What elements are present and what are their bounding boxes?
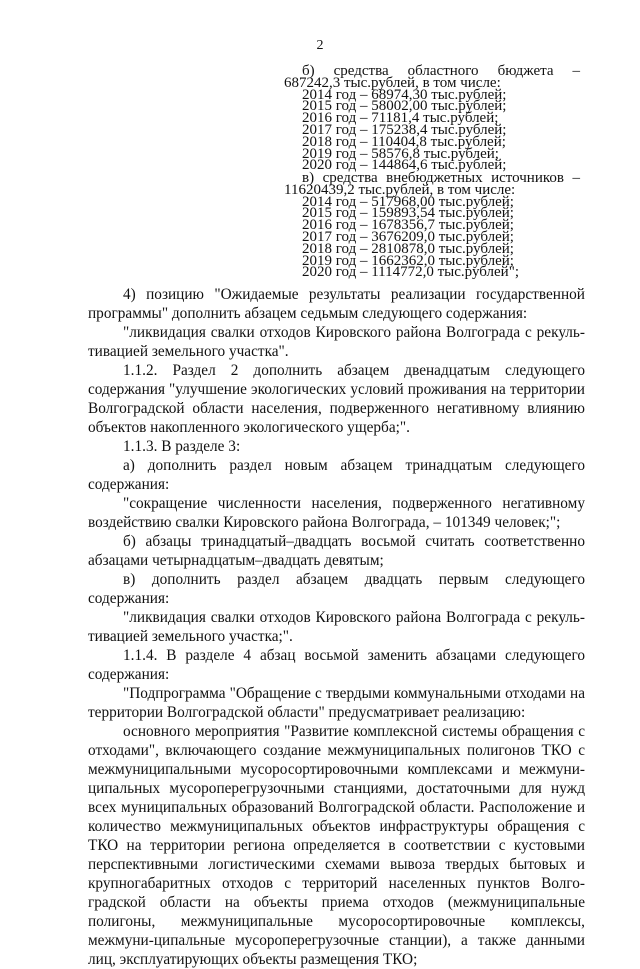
extrabudgetary-heading: в) средства внебюджетных источников – bbox=[302, 170, 580, 186]
extrabudgetary-year-line: 2020 год – 1114772,0 тыс.рублей"; bbox=[302, 264, 519, 281]
paragraph: б) абзацы тринадцатый–двадцать восьмой считать соответственно абзацами четырнадцатым–двадцать девятым; bbox=[88, 533, 585, 569]
paragraph: 1.1.3. В разделе 3: bbox=[123, 438, 241, 455]
document-body bbox=[88, 285, 585, 969]
paragraph: 1.1.4. В разделе 4 абзац восьмой заменить абзацами следующего содержания: bbox=[88, 647, 585, 683]
extrabudgetary-total: 11620439,2 тыс.рублей, в том числе: bbox=[284, 181, 516, 198]
regional-year-line: 2015 год – 58002,00 тыс.рублей; bbox=[302, 98, 507, 115]
extrabudgetary-block bbox=[284, 170, 580, 281]
regional-year-line: 2020 год – 144864,6 тыс.рублей; bbox=[302, 157, 507, 174]
extrabudgetary-year-line: 2019 год – 1662362,0 тыс.рублей; bbox=[302, 252, 514, 269]
regional-year-line: 2014 год – 68974,30 тыс.рублей; bbox=[302, 86, 507, 103]
regional-budget-block bbox=[284, 63, 580, 174]
regional-year-line: 2018 год – 110404,8 тыс.рублей; bbox=[302, 133, 506, 150]
paragraph: "Подпрограмма "Обращение с твердыми коммунальными отходами на территории Волгоградской области" предусматривает реализацию: bbox=[88, 685, 585, 721]
paragraph: 1.1.2. Раздел 2 дополнить абзацем двенадцатым следующего содержания "улучшение экологических условий проживания на территории Волгоградской области населения, подверженного негативному влиянию объектов накопленного экологического ущерба;". bbox=[88, 362, 585, 436]
paragraph: основного мероприятия "Развитие комплексной системы обращения с отходами", включающего создание межмуниципальных полигонов ТКО с межмуниципальными мусоросортировочными комплексами и межмуни-ципальных мусороперегрузочными станциями, достаточными для нужд всех муниципальных образований Волгоградской области. Расположение и количество межмуниципальных объектов инфраструктуры обращения с ТКО на территории региона определяется в соответствии с кустовыми перспективными логистическими схемами вывоза твердых бытовых и крупногабаритных отходов с территорий населенных пунктов Волго-градской области на объекты приема отходов (межмуниципальные полигоны, межмуниципальные мусоросортировочные комплексы, межмуни-ципальные мусороперегрузочные станции), а также данными лиц, эксплуатирующих объекты размещения ТКО; bbox=[88, 723, 585, 968]
paragraph: а) дополнить раздел новым абзацем тринадцатым следующего содержания: bbox=[88, 457, 585, 493]
paragraph: "ликвидация свалки отходов Кировского района Волгограда с рекуль-тивацией земельного участка". bbox=[88, 324, 585, 360]
extrabudgetary-year-line: 2016 год – 1678356,7 тыс.рублей; bbox=[302, 217, 514, 234]
regional-budget-heading: б) средства областного бюджета – bbox=[302, 63, 580, 79]
paragraph: 4) позицию "Ожидаемые результаты реализации государственной программы" дополнить абзацем седьмым следующего содержания: bbox=[88, 286, 585, 322]
paragraph: "ликвидация свалки отходов Кировского района Волгограда с рекуль-тивацией земельного участка;". bbox=[88, 609, 585, 645]
page-number: 2 bbox=[316, 38, 324, 53]
regional-budget-total: 687242,3 тыс.рублей, в том числе: bbox=[284, 74, 501, 91]
extrabudgetary-year-line: 2018 год – 2810878,0 тыс.рублей; bbox=[302, 240, 514, 257]
paragraph: "сокращение численности населения, подверженного негативному воздействию свалки Кировского района Волгограда, – 101349 человек;"; bbox=[88, 495, 585, 531]
paragraph: в) дополнить раздел абзацем двадцать первым следующего содержания: bbox=[88, 571, 585, 607]
regional-year-line: 2016 год – 71181,4 тыс.рублей; bbox=[302, 110, 499, 127]
regional-year-line: 2019 год – 58576,8 тыс.рублей; bbox=[302, 145, 499, 162]
extrabudgetary-year-line: 2014 год – 517968,00 тыс.рублей; bbox=[302, 193, 514, 210]
extrabudgetary-year-line: 2017 год – 3676209,0 тыс.рублей; bbox=[302, 228, 514, 245]
regional-year-line: 2017 год – 175238,4 тыс.рублей; bbox=[302, 121, 507, 138]
extrabudgetary-year-line: 2015 год – 159893,54 тыс.рублей; bbox=[302, 205, 514, 222]
